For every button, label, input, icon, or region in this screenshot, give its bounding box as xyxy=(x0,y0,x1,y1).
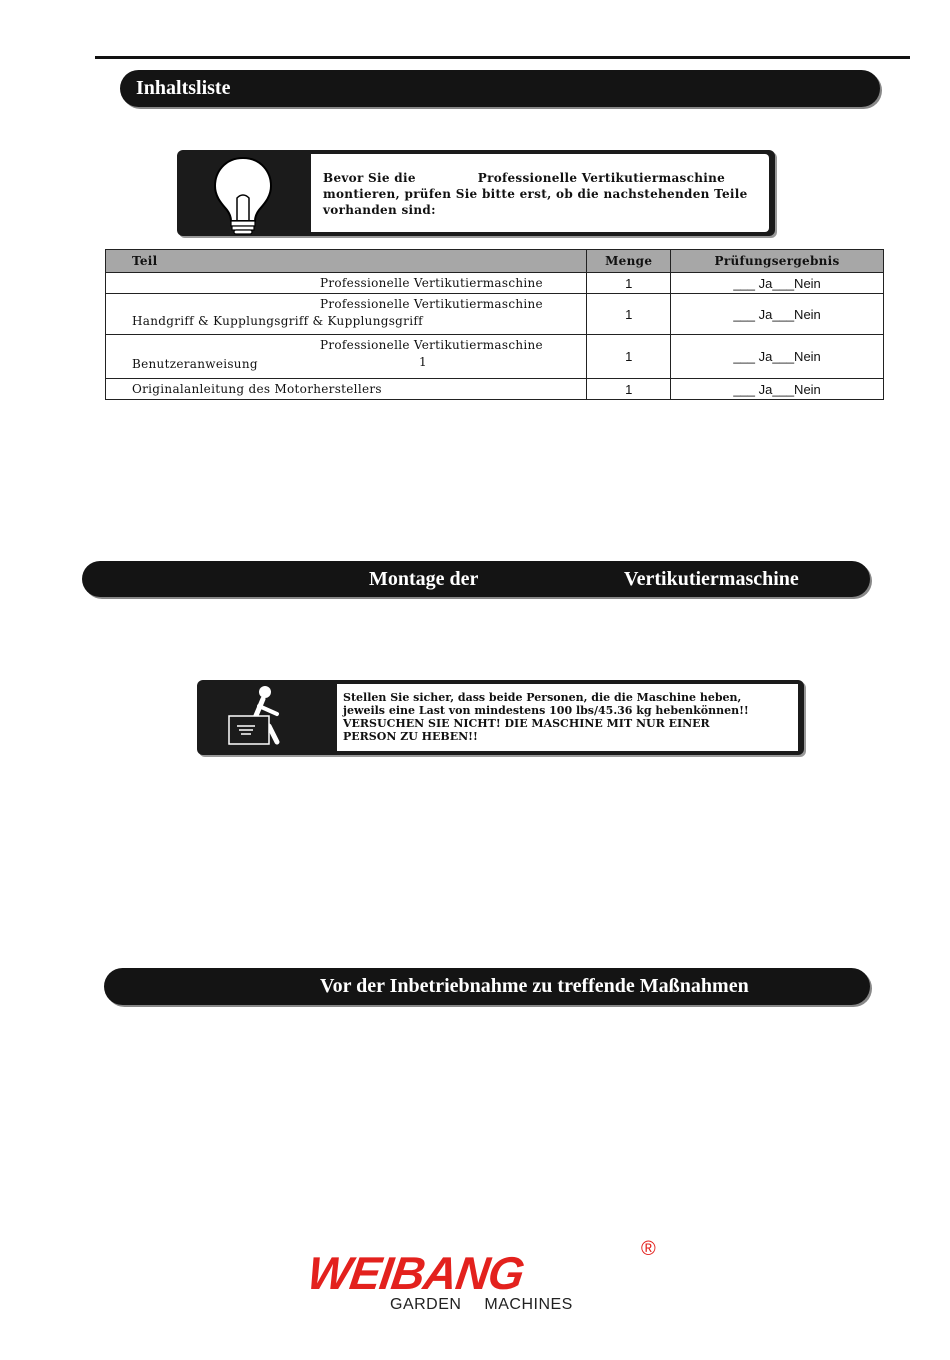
contents-title: Inhaltsliste xyxy=(136,77,231,99)
before-use-section-banner xyxy=(104,968,870,1005)
qty-cell: 1 xyxy=(587,273,671,294)
part-name: Originalanleitung des Motorherstellers xyxy=(132,382,382,396)
warning-line1: Stellen Sie sicher, dass beide Personen, die die Maschine heben, xyxy=(343,691,742,704)
before-use-title: Vor der Inbetriebnahme zu treffende Maßnahmen xyxy=(320,975,749,997)
warning-line2: jeweils eine Last von mindestens 100 lbs/45.36 kg hebenkönnen!! xyxy=(343,704,749,717)
part-name: Professionelle Vertikutiermaschine xyxy=(320,338,543,352)
warning-line4: PERSON ZU HEBEN!! xyxy=(343,730,478,743)
part-cell xyxy=(106,273,587,294)
header-part: Teil xyxy=(106,250,587,273)
part-name: Professionelle Vertikutiermaschine xyxy=(320,276,543,290)
qty-cell: 1 xyxy=(587,294,671,335)
part-detail: Handgriff & Kupplungsgriff & Kupplungsgriff xyxy=(132,314,423,328)
lifting-warning-text xyxy=(337,684,798,751)
header-result: Prüfungsergebnis xyxy=(671,250,884,273)
logo-brand: WEIBANG xyxy=(304,1247,527,1299)
part-cell xyxy=(106,294,587,335)
qty-cell: 1 xyxy=(587,379,671,400)
part-detail: Benutzeranweisung xyxy=(132,357,258,371)
parts-table xyxy=(105,249,884,400)
contents-header-banner xyxy=(120,70,880,107)
result-cell: ___ Ja___Nein xyxy=(671,294,884,335)
top-rule xyxy=(95,56,910,59)
table-row xyxy=(106,294,884,335)
warning-line3: VERSUCHEN SIE NICHT! DIE MASCHINE MIT NUR EINER xyxy=(343,717,710,730)
assembly-section-banner xyxy=(82,561,870,597)
result-cell: ___ Ja___Nein xyxy=(671,273,884,294)
part-count: 1 xyxy=(419,355,427,369)
table-row xyxy=(106,273,884,294)
table-row xyxy=(106,335,884,379)
assembly-title-a: Montage der xyxy=(369,567,479,590)
part-cell xyxy=(106,335,587,379)
logo-tagline: GARDEN MACHINES xyxy=(390,1296,573,1313)
lifting-person-icon xyxy=(197,680,335,755)
logo-registered-mark: ® xyxy=(641,1238,656,1260)
qty-cell: 1 xyxy=(587,335,671,379)
contents-notice-text xyxy=(311,154,769,232)
table-header-row xyxy=(106,250,884,273)
notice-text-line2: montieren, prüfen Sie bitte erst, ob die nachstehenden Teile xyxy=(323,187,748,201)
lifting-warning xyxy=(197,680,804,755)
lightbulb-icon xyxy=(177,150,309,236)
result-cell: ___ Ja___Nein xyxy=(671,335,884,379)
contents-notice xyxy=(177,150,775,236)
result-cell: ___ Ja___Nein xyxy=(671,379,884,400)
notice-text-line1b: Professionelle Vertikutiermaschine xyxy=(477,171,726,185)
assembly-title-b: Vertikutiermaschine xyxy=(624,567,799,590)
header-qty: Menge xyxy=(587,250,671,273)
part-cell xyxy=(106,379,587,400)
notice-text-line1a: Bevor Sie die xyxy=(323,171,416,185)
notice-text-line3: vorhanden sind: xyxy=(323,203,436,217)
part-name: Professionelle Vertikutiermaschine xyxy=(320,297,543,311)
table-row xyxy=(106,379,884,400)
weibang-logo xyxy=(304,1238,668,1318)
